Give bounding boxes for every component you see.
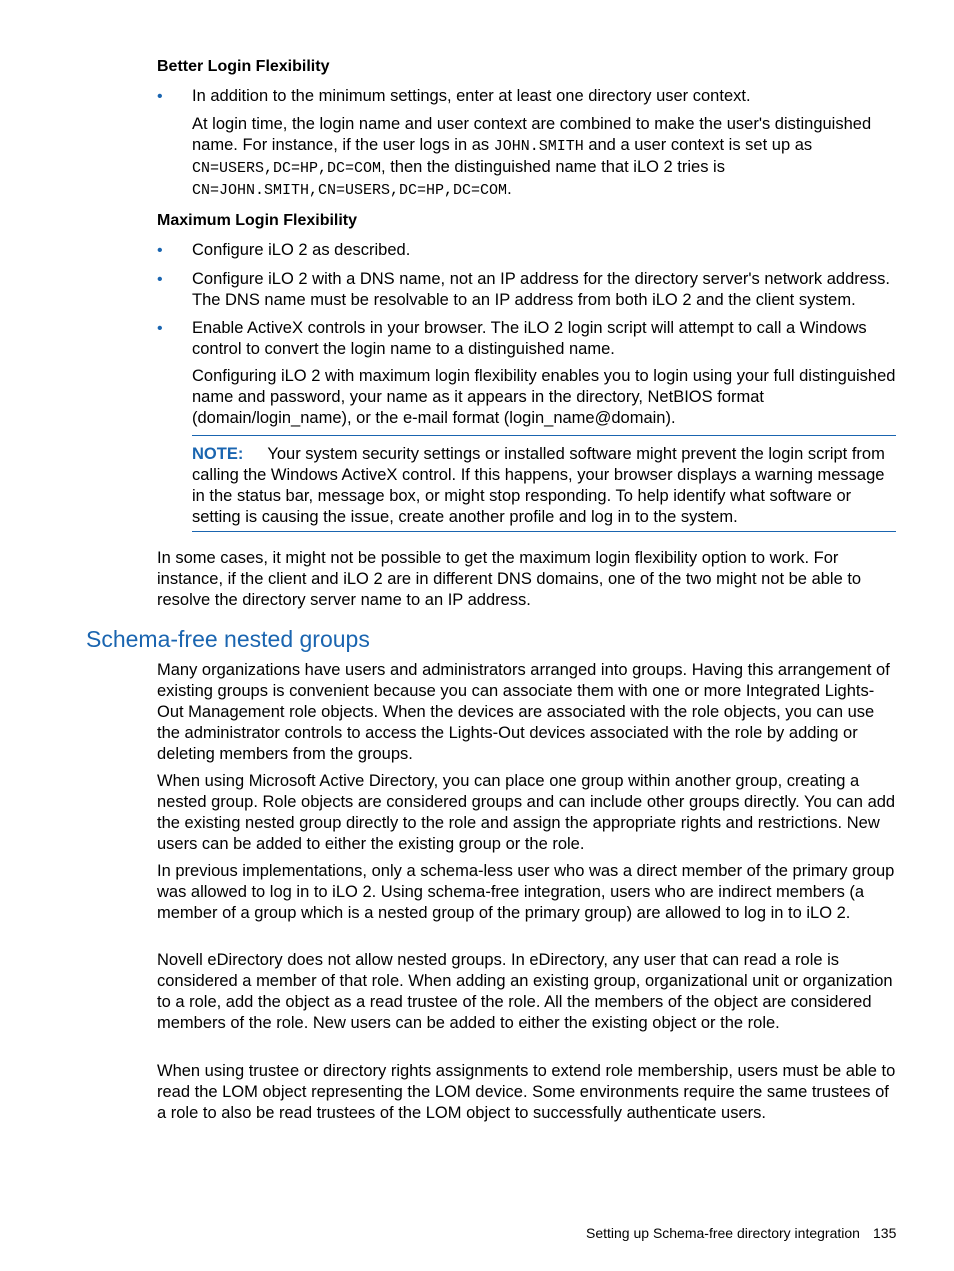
better-login-heading: Better Login Flexibility	[157, 58, 330, 75]
code-user-context: CN=USERS,DC=HP,DC=COM	[192, 160, 382, 177]
section-title: Schema-free nested groups	[86, 626, 370, 652]
maximum-login-paragraph: Configuring iLO 2 with maximum login flexibility enables you to login using your full distinguished name and password, your name as it appears in the directory, NetBIOS format (domain/login_name), or the e-mail format (login_name@domain).	[192, 367, 896, 427]
footer-title: Setting up Schema-free directory integration	[586, 1225, 860, 1241]
section-paragraph-1: Many organizations have users and administrators arranged into groups. Having this arrangement of existing groups is convenient because you can associate them with one or more Integrated Lights-Out Management role objects. When the devices are associated with the role objects, you can use the administrator controls to access the Lights-Out devices associated with the role by adding or deleting members from the groups.	[157, 661, 890, 763]
section-paragraph-2: When using Microsoft Active Directory, you can place one group within another group, creating a nested group. Role objects are considered groups and can include other groups directly. You can add the existing nested group directly to the role and assign the appropriate rights and restrictions. New users can be added to either the existing group or the role.	[157, 772, 896, 853]
note-top-rule	[192, 435, 896, 436]
maximum-login-bullet-2: Configure iLO 2 with a DNS name, not an IP address for the directory server's network address. The DNS name must be resolvable to an IP address from both iLO 2 and the client system.	[192, 270, 891, 309]
note-bottom-rule	[192, 531, 896, 532]
maximum-login-bullet-3: Enable ActiveX controls in your browser. The iLO 2 login script will attempt to call a Windows control to convert the login name to a distinguished name.	[192, 319, 867, 358]
page-number: 135	[873, 1225, 897, 1241]
bullet-icon: •	[157, 242, 163, 259]
bullet-icon: •	[157, 88, 163, 105]
cases-paragraph: In some cases, it might not be possible to get the maximum login flexibility option to work. For instance, if the client and iLO 2 are in different DNS domains, one of the two might not be able to resolve the directory server name to an IP address.	[157, 549, 862, 609]
note-text: Your system security settings or installed software might prevent the login script from calling the Windows ActiveX control. If this happens, your browser displays a warning message in the status bar, message box, or might stop responding. To help identify what software or setting is causing the issue, create another profile and log in to the system.	[192, 445, 885, 526]
section-paragraph-4: Novell eDirectory does not allow nested groups. In eDirectory, any user that can read a role is considered a member of that role. When adding an existing group, organizational unit or organization to a role, add the object as a read trustee of the role. All the members of the object are considered members of the role. New users can be added to either the existing object or the role.	[157, 951, 893, 1032]
bullet-icon: •	[157, 271, 163, 288]
maximum-login-bullet-1: Configure iLO 2 as described.	[192, 241, 411, 259]
note-label: NOTE:	[192, 445, 244, 463]
note-box	[192, 444, 900, 528]
section-paragraph-3: In previous implementations, only a schema-less user who was a direct member of the primary group was allowed to log in to iLO 2. Using schema-free integration, users who are indirect members (a member of a group which is a nested group of the primary group) are allowed to log in to iLO 2.	[157, 862, 895, 922]
maximum-login-heading: Maximum Login Flexibility	[157, 212, 358, 229]
section-paragraph-5: When using trustee or directory rights assignments to extend role membership, users must be able to read the LOM object representing the LOM device. Some environments require the same trustees of a role to also be read trustees of the LOM object to successfully authenticate users.	[157, 1062, 896, 1122]
bullet-icon: •	[157, 320, 163, 337]
better-login-bullet: In addition to the minimum settings, enter at least one directory user context.	[192, 87, 751, 105]
code-distinguished-name: CN=JOHN.SMITH,CN=USERS,DC=HP,DC=COM	[192, 182, 508, 199]
code-username: JOHN.SMITH	[493, 138, 584, 155]
better-login-paragraph: At login time, the login name and user context are combined to make the user's distinguished name. For instance, if the user logs in as JOHN.SMITH and a user context is set up as CN=USERS,DC=HP,DC=COM, then the distinguished name that iLO 2 tries is CN=JOHN.SMITH,CN=USERS,DC=HP,DC=COM.	[192, 115, 872, 199]
